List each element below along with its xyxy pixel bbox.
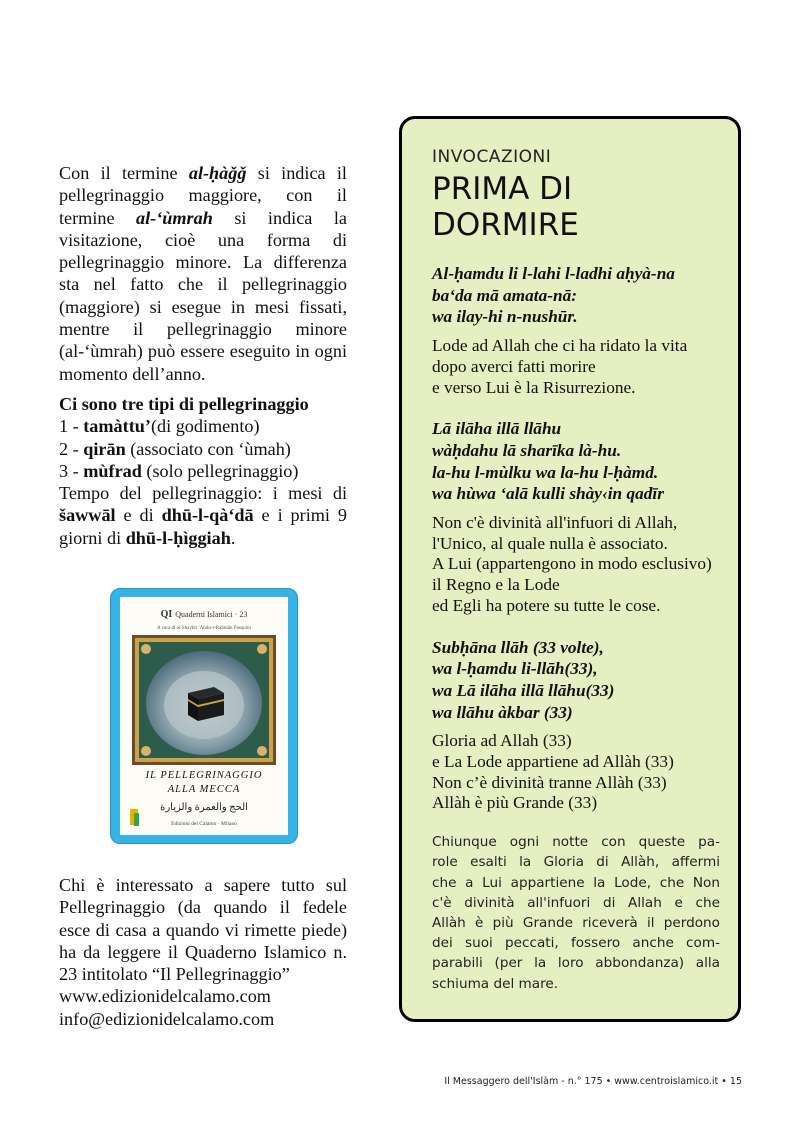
invocation-2-translation: Non c'è divinità all'infuori di Allah, l'Unico, al quale nulla è associato. A Lui (appartengono in modo esclusivo) il Regno e la Lode ed Egli ha potere su tutte le cose. — [432, 513, 712, 615]
invocation-1-transliteration: Al-ḥamdu li l-lahi l-ladhi aḥyà-na ba‘da mā amata-nā: wa ilay-hi n-nushūr. — [432, 264, 675, 327]
invocation-1-translation: Lode ad Allah che ci ha ridato la vita dopo averci fatti morire e verso Lui è la Risurrezione. — [432, 336, 688, 397]
book-publisher: Edizioni del Càlamo · Milano — [171, 821, 237, 827]
term-umrah: al-‘ùmrah — [136, 207, 213, 228]
term-hajj: al-ḥàǧǧ — [188, 163, 247, 183]
book-series: QI Quaderni Islamici · 23 — [160, 609, 248, 620]
types-heading: Ci sono tre tipi di pellegrinaggio — [59, 393, 309, 414]
book-arabic-title: الحج والعمرة والزيارة — [160, 802, 248, 813]
section-label: INVOCAZIONI — [432, 147, 552, 167]
invocation-note: Chiunque ogni notte con queste pa- role esalti la Gloria di Allàh, affermi che a Lui appartiene la Lode, che Non c'è divinità all'infuori di Allah e che Allàh è più Grande riceverà il perdono dei suoi peccati, fossero anche com- parabili (per la loro abbondanza) alla schiuma del mare. — [432, 834, 720, 992]
invocation-2-transliteration: Lā ilāha illā llāhu wàḥdahu lā sharīka là-hu. la-hu l-mùlku wa la-hu l-ḥàmd. wa hùwa ‘alā kulli shày‹in qadīr — [432, 419, 664, 504]
info-column — [59, 874, 347, 1030]
book-title: IL PELLEGRINAGGIO ALLA MECCA — [145, 770, 263, 795]
page-footer: Il Messaggero dell'Islàm - n.° 175 • www.centroislamico.it • 15 — [444, 1076, 742, 1087]
intro-text-a: Con il termine — [59, 163, 189, 183]
kaaba-illustration — [132, 635, 276, 765]
book-cover — [110, 588, 298, 844]
book-editor: A cura di al-Shaykh ’Abdu-r-Rahmān Pasquini — [157, 626, 251, 631]
intro-paragraph — [59, 162, 347, 385]
book-cover-inner — [120, 597, 288, 835]
box-title: PRIMA DI DORMIRE — [432, 171, 579, 243]
type-item-1: 1 - tamàttu’(di godimento) — [59, 416, 260, 437]
invocation-3-translation: Gloria ad Allah (33) e La Lode appartiene ad Allàh (33) Non c’è divinità tranne Allàh (33) Allàh è più Grande (33) — [432, 731, 674, 813]
pilgrimage-time: Tempo del pellegrinaggio: i mesi di šawwāl e di dhū-l-qà‘dā e i primi 9 giorni di dhū-l-ḥìggiah. — [59, 483, 347, 548]
invocations-content — [432, 147, 720, 994]
pilgrimage-types — [59, 393, 347, 549]
invocation-3-transliteration: Subḥāna llāh (33 volte), wa l-ḥamdu li-llāh(33), wa Lā ilāha illā llāhu(33) wa llāhu àkbar (33) — [432, 637, 615, 722]
invocations-box — [399, 116, 741, 1022]
website-link[interactable]: www.edizionidelcalamo.com — [59, 986, 271, 1007]
type-item-3: 3 - mùfrad (solo pellegrinaggio) — [59, 460, 299, 481]
type-item-2: 2 - qirān (associato con ‘ùmah) — [59, 438, 291, 459]
intro-column — [59, 162, 347, 549]
intro-text-c: si indica la visitazione, cioè una forma di pellegrinaggio minore. La differenza sta nel fatto che il pellegrinaggio (maggiore) si esegue in mesi fissati, mentre il pellegrinaggio minore (al-‘ùmrah) può essere eseguito in ogni momento dell’anno. — [59, 207, 347, 384]
email-link[interactable]: info@edizionidelcalamo.com — [59, 1008, 275, 1029]
intro-text-b: si indica il pellegrinaggio maggiore, con il termine — [59, 163, 347, 228]
info-paragraph: Chi è interessato a sapere tutto sul Pellegrinaggio (da quando il fedele esce di casa a quando vi rimette piede) ha da leggere il Quaderno Islamico n. 23 intitolato “Il Pellegrinaggio” — [59, 875, 347, 985]
